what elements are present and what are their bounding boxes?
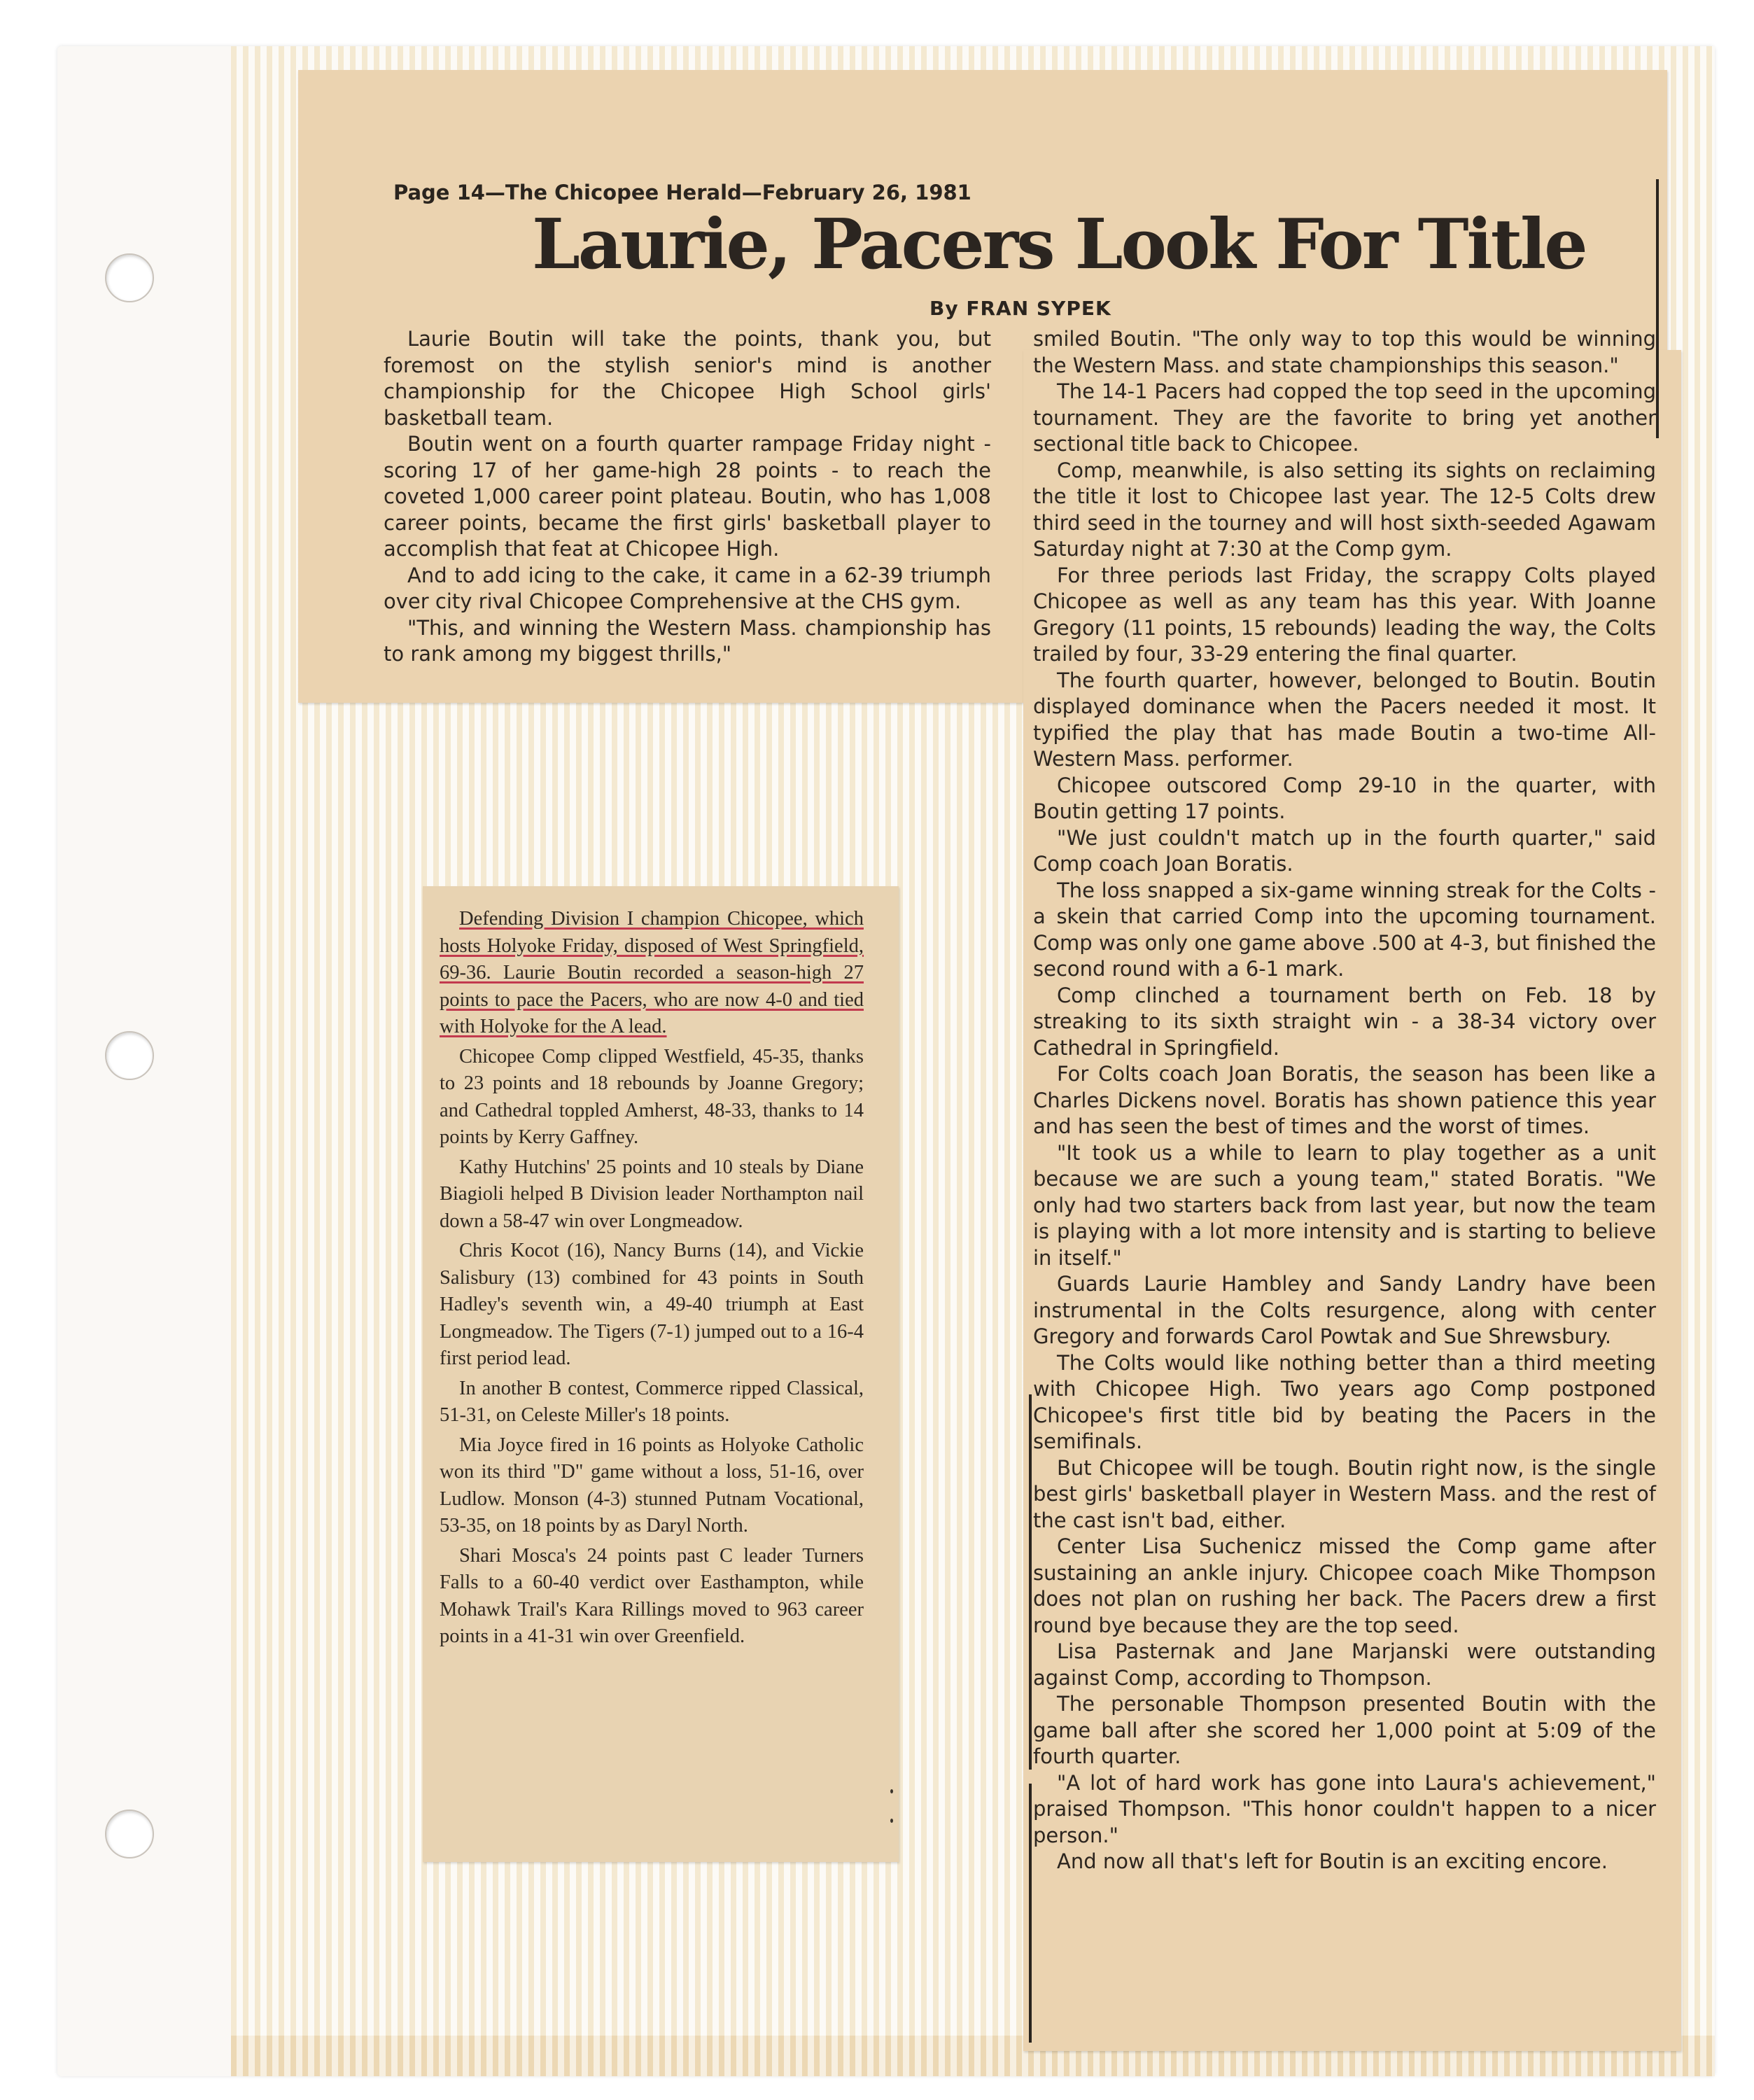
brief-paragraph: Chris Kocot (16), Nancy Burns (14), and Vickie Salisbury (13) combined for 43 points in South Hadley's seventh win, a 49-40 triumph at East Longmeadow. The Tigers (7-1) jumped out to a 16-4 first period lead. — [440, 1240, 864, 1369]
column-rule — [1656, 179, 1659, 438]
article-paragraph: The personable Thompson presented Boutin with the game ball after she scored her 1,000 point at 5:09 of the fourth quarter. — [1033, 1692, 1656, 1768]
article-paragraph: Comp clinched a tournament berth on Feb. 18 by streaking to its sixth straight win - a 38-34 victory over Cathedral in Springfield. — [1033, 983, 1656, 1060]
article-column-1 — [384, 326, 991, 668]
headline: Laurie, Pacers Look For Title — [532, 204, 1586, 285]
brief-paragraph: Kathy Hutchins' 25 points and 10 steals by Diane Biagioli helped B Division leader Northampton nail down a 58-47 win over Longmeadow. — [440, 1156, 864, 1232]
article-paragraph: Boutin went on a fourth quarter rampage Friday night - scoring 17 of her game-high 28 points - to reach the coveted 1,000 career point plateau. Boutin, who has 1,008 career points, became the first girls' basketball player to accomplish that feat at Chicopee High. — [384, 432, 991, 561]
brief-paragraph: Chicopee Comp clipped Westfield, 45-35, thanks to 23 points and 18 rebounds by Joanne Gregory; and Cathedral toppled Amherst, 48-33, thanks to 14 points by Kerry Gaffney. — [440, 1045, 864, 1148]
article-paragraph: The Colts would like nothing better than a third meeting with Chicopee High. Two years ago Comp postponed Chicopee's first title bid by beating the Pacers in the semifinals. — [1033, 1350, 1656, 1453]
article-paragraph: And now all that's left for Boutin is an exciting encore. — [1057, 1849, 1608, 1873]
article-column-2 — [1033, 326, 1656, 1875]
article-paragraph: The fourth quarter, however, belonged to Boutin. Boutin displayed dominance when the Pacers needed it most. It typified the play that has made Boutin a two-time All-Western Mass. performer. — [1033, 668, 1656, 771]
underlined-lead-paragraph: Defending Division I champion Chicopee, which hosts Holyoke Friday, disposed of West Springfield, 69-36. Laurie Boutin recorded a season-high 27 points to pace the Pacers, who are now 4-0 and tied with Holyoke for the A lead. — [440, 908, 864, 1037]
article-paragraph: The loss snapped a six-game winning streak for the Colts - a skein that carried Comp into the upcoming tournament. Comp was only one game above .500 at 4-3, but finished the second round with a 6-1 mark. — [1033, 878, 1656, 981]
binder-hole-bottom — [105, 1809, 154, 1858]
article-paragraph: For three periods last Friday, the scrappy Colts played Chicopee as well as any team has this year. With Joanne Gregory (11 points, 15 rebounds) leading the way, the Colts trailed by four, 33-29 entering the final quarter. — [1033, 563, 1656, 666]
article-paragraph: smiled Boutin. "The only way to top this would be winning the Western Mass. and state championships this season." — [1033, 327, 1656, 377]
article-paragraph: The 14-1 Pacers had copped the top seed in the upcoming tournament. They are the favorite to bring yet another sectional title back to Chicopee. — [1033, 379, 1656, 456]
article-paragraph: "It took us a while to learn to play together as a unit because we are such a young team," stated Boratis. "We only had two starters back from last year, but now the team is playing with a lot more intensity and is starting to believe in itself." — [1033, 1140, 1656, 1270]
article-paragraph: "A lot of hard work has gone into Laura's achievement," praised Thompson. "This honor couldn't happen to a nicer person." — [1033, 1770, 1656, 1847]
article-paragraph: For Colts coach Joan Boratis, the season has been like a Charles Dickens novel. Boratis has shown patience this year and has seen the best of times and the worst of times. — [1033, 1062, 1656, 1138]
binder-hole-middle — [105, 1031, 154, 1080]
byline: By FRAN SYPEK — [929, 297, 1111, 320]
article-paragraph: "This, and winning the Western Mass. championship has to rank among my biggest thrills," — [384, 615, 991, 666]
article-paragraph: "We just couldn't match up in the fourth quarter," said Comp coach Joan Boratis. — [1033, 825, 1656, 876]
article-paragraph: Center Lisa Suchenicz missed the Comp game after sustaining an ankle injury. Chicopee coach Mike Thompson does not plan on rushing her back. The Pacers drew a first round bye because they are the top seed. — [1033, 1534, 1656, 1637]
article-paragraph: Lisa Pasternak and Jane Marjanski were outstanding against Comp, according to Thompson. — [1033, 1639, 1656, 1690]
brief-paragraph: Shari Mosca's 24 points past C leader Turners Falls to a 60-40 verdict over Easthampton, while Mohawk Trail's Kara Rillings moved to 963 career points in a 41-31 win over Greenfield. — [440, 1544, 864, 1647]
binder-hole-top — [105, 253, 154, 302]
article-paragraph: And to add icing to the cake, it came in a 62-39 triumph over city rival Chicopee Comprehensive at the CHS gym. — [384, 563, 991, 613]
ink-speck — [890, 1819, 893, 1823]
article-paragraph: Guards Laurie Hambley and Sandy Landry have been instrumental in the Colts resurgence, along with center Gregory and forwards Carol Powtak and Sue Shrewsbury. — [1033, 1272, 1656, 1348]
brief-paragraph: Mia Joyce fired in 16 points as Holyoke Catholic won its third "D" game without a loss, 51-16, over Ludlow. Monson (4-3) stunned Putnam Vocational, 53-35, on 18 points by as Daryl North. — [440, 1434, 864, 1536]
brief-paragraph: In another B contest, Commerce ripped Classical, 51-31, on Celeste Miller's 18 points. — [440, 1377, 864, 1426]
column-rule — [1029, 1784, 1032, 2043]
news-brief-text — [440, 906, 864, 1653]
article-paragraph: Chicopee outscored Comp 29-10 in the quarter, with Boutin getting 17 points. — [1033, 773, 1656, 823]
article-paragraph: Comp, meanwhile, is also setting its sights on reclaiming the title it lost to Chicopee last year. The 12-5 Colts drew third seed in the tourney and will host sixth-seeded Agawam Saturday night at 7:30 at the Comp gym. — [1033, 458, 1656, 561]
article-paragraph: But Chicopee will be tough. Boutin right now, is the single best girls' basketball player in Western Mass. and the rest of the cast isn't bad, either. — [1033, 1455, 1656, 1532]
column-rule — [1029, 1394, 1032, 1770]
dateline: Page 14—The Chicopee Herald—February 26, 1981 — [393, 181, 971, 204]
ink-speck — [890, 1789, 893, 1793]
article-paragraph: Laurie Boutin will take the points, thank you, but foremost on the stylish senior's mind is another championship for the Chicopee High School girls' basketball team. — [384, 327, 991, 430]
